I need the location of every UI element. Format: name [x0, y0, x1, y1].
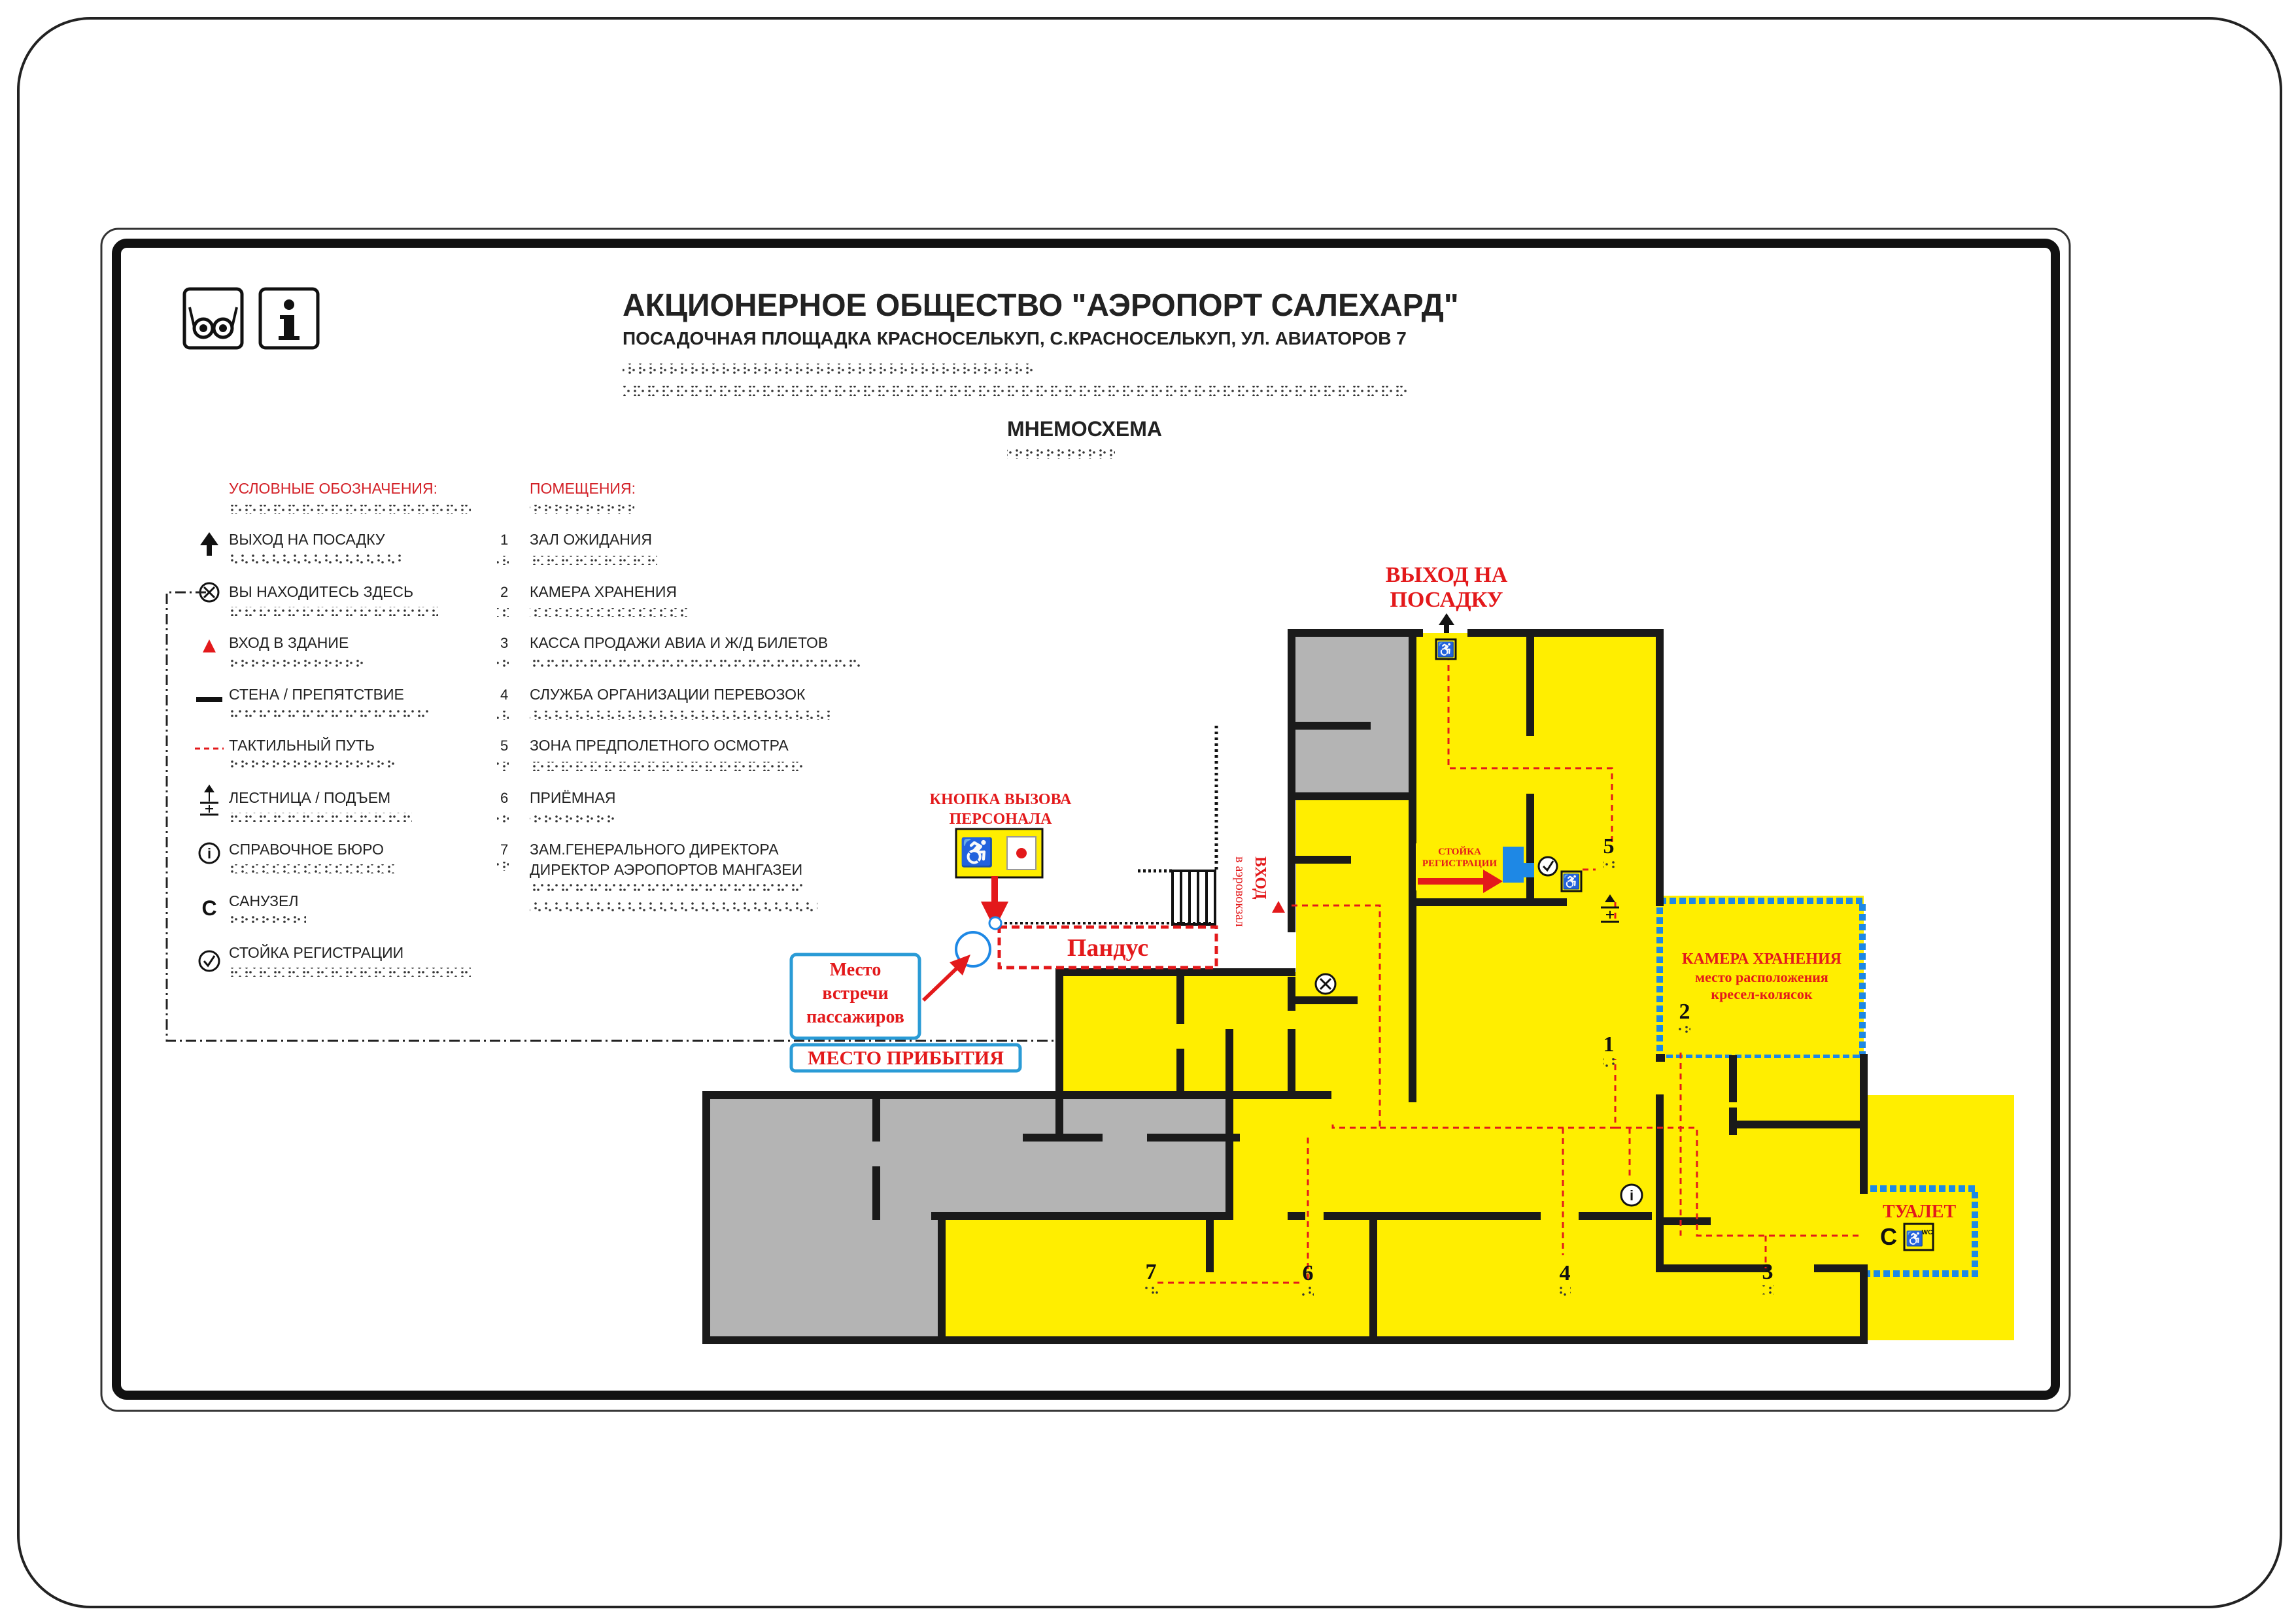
svg-text:♿: ♿: [959, 837, 995, 868]
room-number-4: 4: [1559, 1261, 1571, 1285]
room-number: 1: [500, 532, 509, 548]
entrance-label: ВХОД: [1252, 856, 1269, 900]
braille-strip: [229, 505, 471, 514]
legend-label: САНУЗЕЛ: [229, 892, 299, 909]
braille-strip: [229, 709, 432, 719]
rooms-heading: ПОМЕЩЕНИЯ:: [530, 480, 636, 497]
room-number-5: 5: [1603, 834, 1615, 858]
svg-text:♿: ♿: [1437, 641, 1455, 658]
wall-line-icon: [196, 697, 222, 702]
braille-cell: [497, 762, 509, 771]
meeting-label: Место: [829, 960, 882, 980]
braille-cell: [1762, 1285, 1773, 1294]
braille-strip: [623, 364, 1035, 374]
legend-label: СТОЙКА РЕГИСТРАЦИИ: [229, 944, 404, 961]
check-in-counter: [1503, 847, 1524, 883]
call-button-label: КНОПКА ВЫЗОВА: [929, 791, 1072, 808]
call-button-icon: [956, 829, 1042, 877]
braille-cell: [497, 556, 509, 565]
braille-cell: [497, 711, 509, 720]
braille-strip: [530, 762, 804, 771]
braille-strip: [530, 556, 657, 565]
legend-label: ТАКТИЛЬНЫЙ ПУТЬ: [229, 737, 375, 754]
legend-label: ВЫ НАХОДИТЕСЬ ЗДЕСЬ: [229, 583, 414, 600]
room-number: 3: [500, 635, 509, 651]
braille-cell: [497, 862, 509, 871]
exit-label-line2: ПОСАДКУ: [1390, 588, 1503, 612]
braille-strip: [623, 386, 1407, 396]
wheelchair-icon: [1436, 639, 1456, 659]
braille-strip: [229, 864, 396, 873]
braille-cell: [1603, 1058, 1615, 1067]
legend-label: СТЕНА / ПРЕПЯТСТВИЕ: [229, 686, 404, 703]
braille-strip: [229, 607, 438, 616]
braille-strip: [530, 659, 860, 668]
braille-cell: [497, 608, 509, 617]
exit-label: ВЫХОД НА: [1385, 563, 1508, 587]
restroom-c-icon: С: [1880, 1223, 1897, 1250]
legend-heading: УСЛОВНЫЕ ОБОЗНАЧЕНИЯ:: [229, 480, 437, 497]
room-number: 5: [500, 737, 509, 754]
check-circle-icon: [1539, 857, 1557, 875]
legend-label: ВЫХОД НА ПОСАДКУ: [229, 531, 385, 548]
room-label: КАМЕРА ХРАНЕНИЯ: [530, 583, 677, 600]
arrival-label: МЕСТО ПРИБЫТИЯ: [808, 1047, 1004, 1069]
room-service-area: [1295, 633, 1413, 796]
storage-label-line3: кресел-колясок: [1711, 986, 1813, 1002]
room-label-line2: ДИРЕКТОР АЭРОПОРТОВ МАНГАЗЕИ: [530, 861, 803, 878]
check-in-label-line2: РЕГИСТРАЦИИ: [1422, 858, 1498, 869]
braille-cell: [1559, 1287, 1571, 1296]
braille-cell: [1679, 1025, 1690, 1034]
room-label: ЗАМ.ГЕНЕРАЛЬНОГО ДИРЕКТОРА: [530, 841, 779, 858]
braille-strip: [229, 554, 402, 564]
room-7: [942, 1216, 1236, 1340]
braille-strip: [229, 916, 306, 925]
restroom-c-icon: [201, 896, 216, 920]
info-circle-icon: [1621, 1185, 1642, 1206]
svg-text:♿: ♿: [1906, 1230, 1924, 1247]
site-address: ПОСАДОЧНАЯ ПЛОЩАДКА КРАСНОСЕЛЬКУП, С.КРАСНОСЕЛЬКУП, УЛ. АВИАТОРОВ 7: [623, 328, 1407, 348]
check-in-counter-part: [1524, 863, 1534, 877]
room-label: СЛУЖБА ОРГАНИЗАЦИИ ПЕРЕВОЗОК: [530, 686, 806, 703]
meeting-label-line2: встречи: [822, 983, 889, 1004]
room-number-1: 1: [1603, 1032, 1615, 1057]
org-title: АКЦИОНЕРНОЕ ОБЩЕСТВО "АЭРОПОРТ САЛЕХАРД": [623, 288, 1459, 323]
room-number: 6: [500, 790, 509, 806]
braille-cell: [497, 659, 509, 668]
room-label: КАССА ПРОДАЖИ АВИА И Ж/Д БИЛЕТОВ: [530, 634, 829, 651]
room-number-7: 7: [1145, 1260, 1157, 1284]
room-number: 4: [500, 686, 509, 703]
braille-strip: [530, 902, 817, 911]
svg-text:С: С: [201, 896, 217, 920]
braille-strip: [530, 711, 831, 720]
check-in-label: СТОЙКА: [1438, 847, 1481, 857]
legend-label: СПРАВОЧНОЕ БЮРО: [229, 841, 384, 858]
braille-strip: [530, 505, 634, 514]
svg-text:♿: ♿: [1562, 873, 1581, 890]
low-vision-glasses-icon: [184, 289, 242, 348]
room-label: ЗАЛ ОЖИДАНИЯ: [530, 531, 653, 548]
room-number-2: 2: [1679, 1000, 1690, 1024]
braille-strip: [530, 814, 618, 823]
information-icon: [260, 289, 318, 348]
room-number: 7: [500, 841, 509, 858]
room-number-3: 3: [1762, 1260, 1773, 1284]
braille-strip: [1007, 448, 1115, 459]
wc-text: WC: [1921, 1229, 1933, 1236]
braille-cell: [1302, 1287, 1314, 1296]
meeting-label-line3: пассажиров: [806, 1007, 904, 1027]
room-fill: [1660, 1058, 1864, 1340]
braille-strip: [530, 883, 804, 892]
room-number: 2: [500, 584, 509, 600]
storage-label-line2: место расположения: [1695, 969, 1828, 985]
wheelchair-icon: [1562, 871, 1581, 891]
call-button-point: [989, 917, 1001, 929]
legend-label: ВХОД В ЗДАНИЕ: [229, 634, 349, 651]
braille-strip: [229, 760, 396, 770]
braille-strip: [229, 658, 366, 667]
room-corridor: [1296, 796, 1413, 1097]
room-label: ПРИЁМНАЯ: [530, 789, 616, 806]
braille-cell: [497, 814, 509, 823]
room-label: ЗОНА ПРЕДПОЛЕТНОГО ОСМОТРА: [530, 737, 789, 754]
svg-text:i: i: [207, 845, 212, 862]
braille-strip: [229, 968, 471, 977]
entrance-label-line2: в аэровокзал: [1233, 856, 1247, 927]
braille-strip: [530, 608, 690, 617]
call-button-label-line2: ПЕРСОНАЛА: [949, 811, 1052, 828]
toilet-label: ТУАЛЕТ: [1882, 1202, 1957, 1222]
svg-text:i: i: [1629, 1187, 1634, 1204]
braille-cell: [1144, 1285, 1159, 1294]
ramp-label: Пандус: [1067, 934, 1149, 962]
storage-label: КАМЕРА ХРАНЕНИЯ: [1682, 951, 1842, 968]
scheme-title: МНЕМОСХЕМА: [1007, 417, 1162, 441]
legend-label: ЛЕСТНИЦА / ПОДЪЕМ: [229, 789, 391, 806]
wc-wheelchair-icon: [1904, 1224, 1933, 1250]
braille-cell: [1603, 860, 1615, 869]
you-are-here-icon: [1316, 974, 1335, 994]
room-number-6: 6: [1302, 1261, 1314, 1285]
braille-strip: [229, 813, 412, 822]
